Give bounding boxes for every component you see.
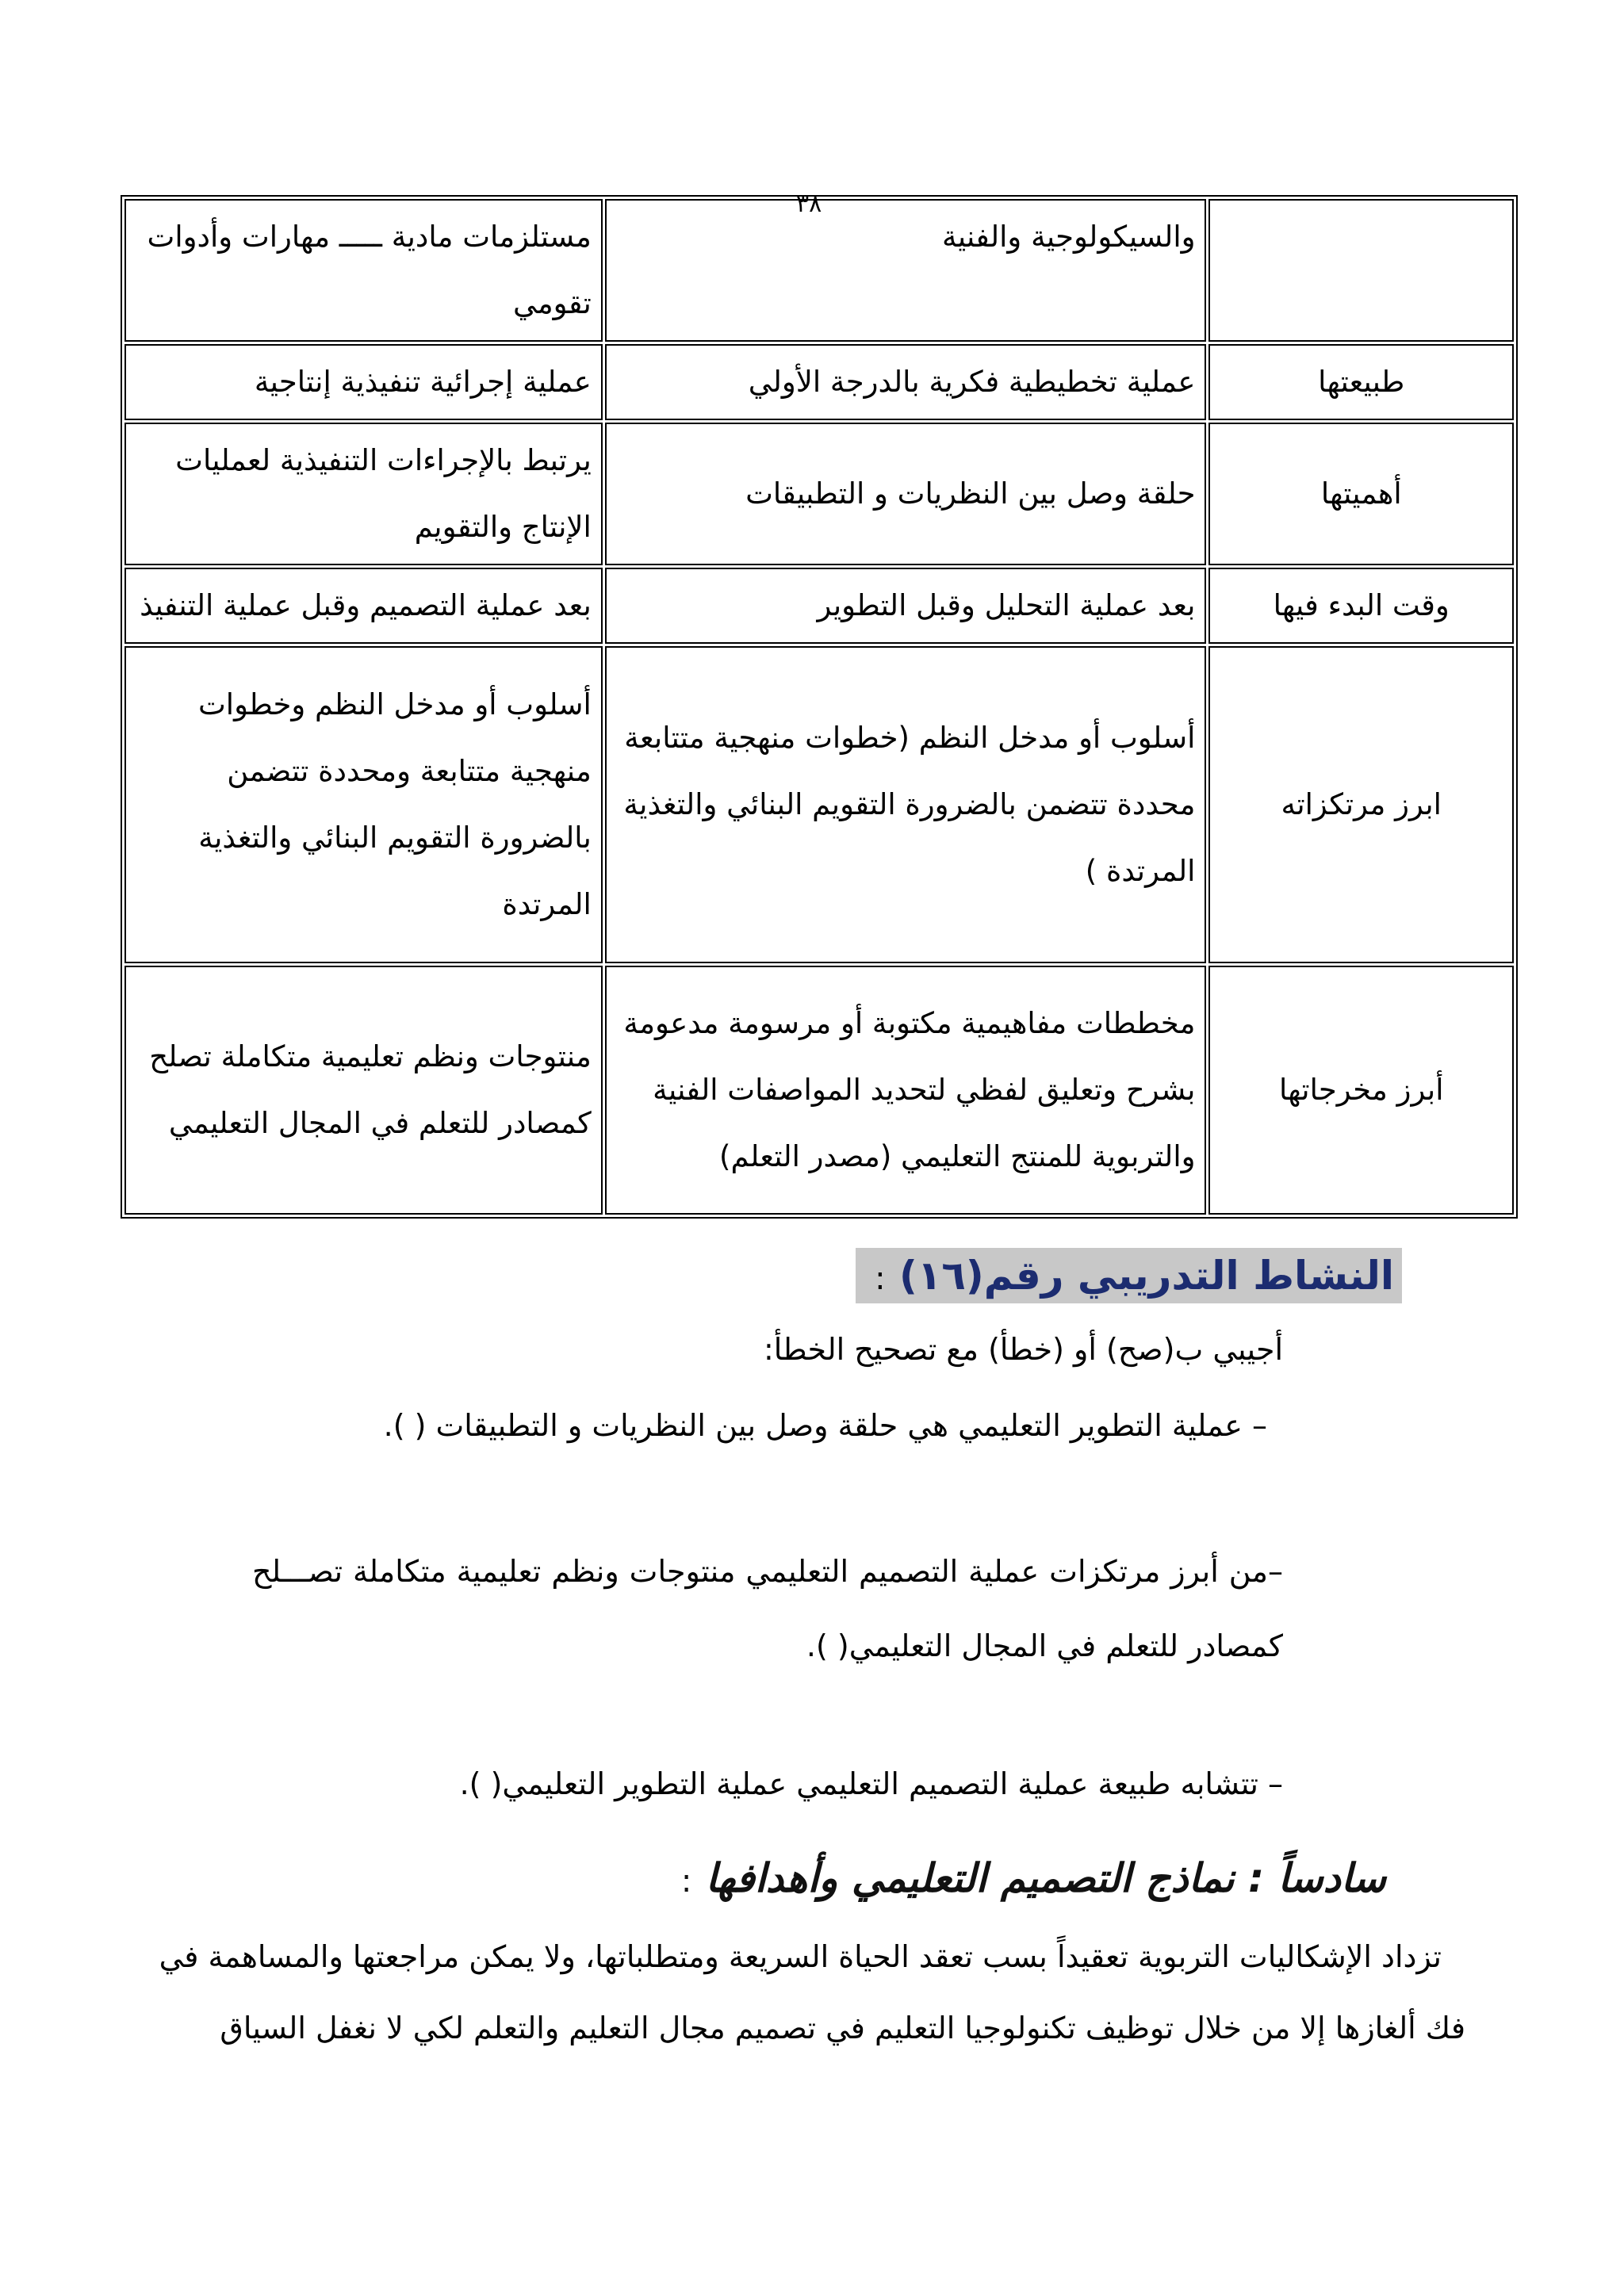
design-cell: مخططات مفاهيمية مكتوبة أو مرسومة مدعومة بشرح وتعليق لفظي لتحديد المواصفات الفنية والتربوية للمنتج التعليمي (مصدر التعلم) [605,966,1207,1215]
row-label [1208,199,1514,342]
table-row [124,344,1514,420]
activity-item-2-line-1: –من أبرز مرتكزات عملية التصميم التعليمي منتوجات ونظم تعليمية متكاملة تصـــلح [252,1554,1283,1589]
section-heading-text: سادساً : نماذج التصميم التعليمي وأهدافها [705,1855,1386,1901]
page-number: ٣٨ [796,190,822,218]
table-row [124,199,1514,342]
activity-title [856,1248,1402,1303]
paragraph-line-1: تزداد الإشكاليات التربوية تعقيداً بسب تعقد الحياة السريعة ومتطلباتها، ولا يمكن مراجعتها والمساهمة في [159,1939,1442,1974]
development-cell: بعد عملية التصميم وقبل عملية التنفيذ [124,568,603,644]
activity-item-2-line-2: كمصادر للتعلم في المجال التعليمي( ). [806,1628,1283,1663]
development-cell: منتوجات ونظم تعليمية متكاملة تصلح كمصادر للتعلم في المجال التعليمي [124,966,603,1215]
table-row [124,646,1514,963]
row-label: وقت البدء فيها [1208,568,1514,644]
row-label: أبرز مخرجاتها [1208,966,1514,1215]
activity-title-colon: : [875,1261,886,1297]
table-row [124,966,1514,1215]
paragraph-line-2: فك ألغازها إلا من خلال توظيف تكنولوجيا التعليم في تصميم مجال التعليم والتعلم لكي لا نغفل السياق [220,2011,1465,2045]
development-cell: أسلوب أو مدخل النظم وخطوات منهجية متتابعة ومحددة تتضمن بالضرورة التقويم البنائي والتغذية المرتدة [124,646,603,963]
row-label: ابرز مرتكزاته [1208,646,1514,963]
table-row [124,568,1514,644]
design-cell: أسلوب أو مدخل النظم (خطوات منهجية متتابعة محددة تتضمن بالضرورة التقويم البنائي والتغذية المرتدة ) [605,646,1207,963]
comparison-table [121,195,1518,1219]
activity-item-1: – عملية التطوير التعليمي هي حلقة وصل بين النظريات و التطبيقات ( ). [383,1408,1267,1443]
section-heading [681,1855,1386,1901]
table-row [124,423,1514,565]
development-cell: عملية إجرائية تنفيذية إنتاجية [124,344,603,420]
development-cell: مستلزمات مادية ـــــ مهارات وأدوات تقومي [124,199,603,342]
row-label: طبيعتها [1208,344,1514,420]
design-cell: حلقة وصل بين النظريات و التطبيقات [605,423,1207,565]
design-cell: والسيكولوجية والفنية [605,199,1207,342]
development-cell: يرتبط بالإجراءات التنفيذية لعمليات الإنتاج والتقويم [124,423,603,565]
design-cell: عملية تخطيطية فكرية بالدرجة الأولي [605,344,1207,420]
row-label: أهميتها [1208,423,1514,565]
activity-title-text: النشاط التدريبي رقم(١٦) [899,1253,1394,1299]
section-heading-colon: : [680,1863,692,1900]
activity-item-3: – تتشابه طبيعة عملية التصميم التعليمي عملية التطوير التعليمي( ). [459,1766,1283,1801]
activity-instruction: أجيبي ب(صح) أو (خطأ) مع تصحيح الخطأ: [764,1332,1283,1367]
design-cell: بعد عملية التحليل وقبل التطوير [605,568,1207,644]
